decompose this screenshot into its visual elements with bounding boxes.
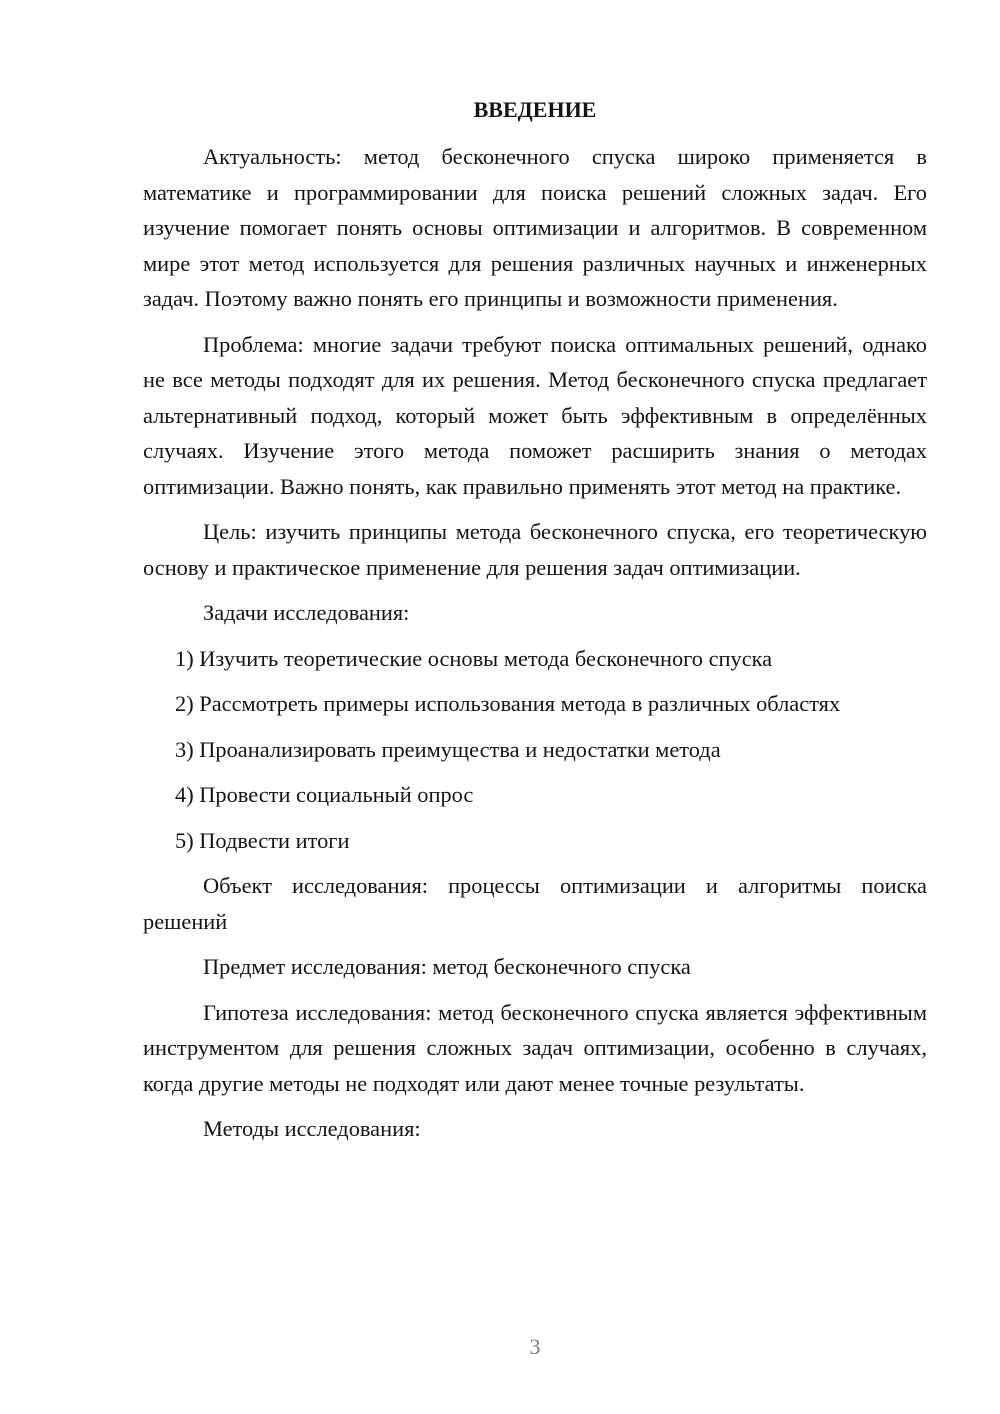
tasks-heading: Задачи исследования: — [203, 600, 410, 625]
list-item: 4) Провести социальный опрос — [175, 782, 474, 807]
list-item: 5) Подвести итоги — [175, 827, 350, 853]
paragraph-hypothesis: Гипотеза исследования: метод бесконечного спуска является эффективным инструментом для решения сложных задач оптимизации, особенно в случаях, когда другие методы не подходят или дают менее точные результаты. — [143, 999, 927, 1096]
page-title: ВВЕДЕНИЕ — [473, 97, 597, 122]
paragraph-object: Объект исследования: процессы оптимизации и алгоритмы поиска решений — [143, 873, 927, 934]
paragraph-subject: Предмет исследования: метод бесконечного спуска — [203, 954, 691, 979]
paragraph-goal: Цель: изучить принципы метода бесконечного спуска, его теоретическую основу и практическое применение для решения задач оптимизации. — [143, 519, 927, 580]
paragraph-problem: Проблема: многие задачи требуют поиска оптимальных решений, однако не все методы подходят для их решения. Метод бесконечного спуска предлагает альтернативный подход, который может быть эффективным в определённых случаях. Изучение этого метода поможет расширить знания о методах оптимизации. Важно понять, как правильно применять этот метод на практике. — [143, 331, 927, 499]
page-number: 3 — [529, 1334, 541, 1359]
list-item: 2) Рассмотреть примеры использования метода в различных областях — [175, 691, 841, 716]
methods-heading: Методы исследования: — [203, 1116, 421, 1141]
list-item: 3) Проанализировать преимущества и недостатки метода — [175, 736, 721, 762]
document-page — [143, 95, 927, 1157]
tasks-list — [143, 641, 927, 859]
paragraph-relevance: Актуальность: метод бесконечного спуска широко применяется в математике и программировании для поиска решений сложных задач. Его изучение помогает понять основы оптимизации и алгоритмов. В современном мире этот метод используется для решения различных научных и инженерных задач. Поэтому важно понять его принципы и возможности применения. — [143, 144, 927, 311]
list-item: 1) Изучить теоретические основы метода бесконечного спуска — [175, 645, 773, 671]
